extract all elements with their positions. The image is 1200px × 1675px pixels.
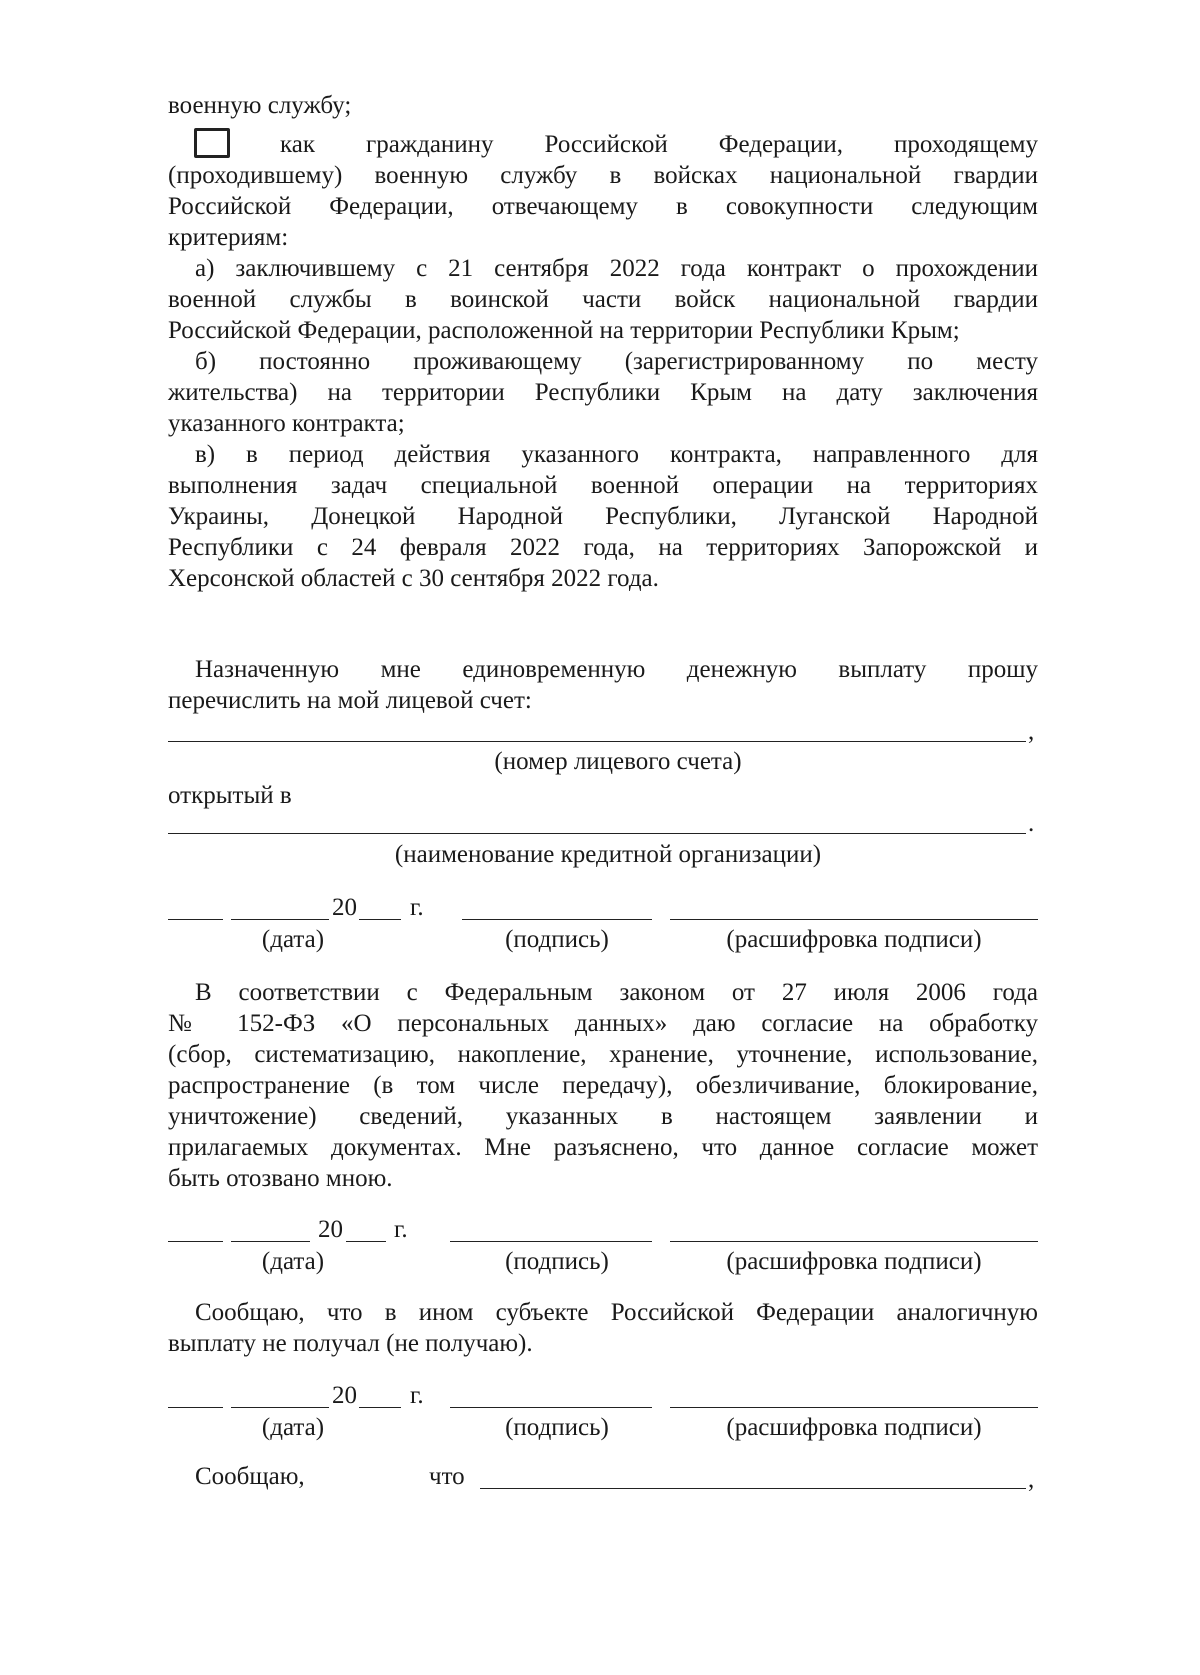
option-checkbox[interactable] <box>194 128 230 158</box>
month-line[interactable] <box>231 1241 310 1242</box>
criterion-c-line: в) в период действия указанного контракта, направленного для <box>195 441 1038 468</box>
year-line[interactable] <box>359 919 401 920</box>
decoding-caption: (расшифровка подписи) <box>726 1248 982 1275</box>
not-received-first-line: Сообщаю, что в ином субъекте Российской Федерации аналогичную <box>195 1299 1038 1326</box>
criterion-b-last-line: указанного контракта; <box>168 410 405 437</box>
option-line: Российской Федерации, отвечающему в совокупности следующим <box>168 193 1038 220</box>
opened-in-label: открытый в <box>168 782 292 809</box>
date-caption: (дата) <box>261 926 325 953</box>
signature-caption: (подпись) <box>505 1248 609 1275</box>
account-comma: , <box>1028 718 1035 745</box>
signature-line[interactable] <box>462 919 652 920</box>
payment-second-line: перечислить на мой лицевой счет: <box>168 687 532 714</box>
criterion-c-line: Республики с 24 февраля 2022 года, на территориях Запорожской и <box>168 534 1038 561</box>
consent-line: уничтожение) сведений, указанных в настоящем заявлении и <box>168 1103 1038 1130</box>
decoding-line[interactable] <box>670 1407 1038 1408</box>
option-line: (проходившему) военную службу в войсках национальной гвардии <box>168 162 1038 189</box>
decoding-caption: (расшифровка подписи) <box>726 926 982 953</box>
not-received-second-line: выплату не получал (не получаю). <box>168 1330 533 1357</box>
consent-line: прилагаемых документах. Мне разъяснено, что данное согласие может <box>168 1134 1038 1161</box>
final-comma: , <box>1028 1466 1035 1493</box>
year-prefix: 20 <box>332 1382 357 1409</box>
option-word: как <box>280 131 316 158</box>
criterion-c-line: выполнения задач специальной военной операции на территориях <box>168 472 1038 499</box>
year-line[interactable] <box>359 1407 401 1408</box>
option-word: Федерации, <box>718 131 844 158</box>
criterion-b-line: жительства) на территории Республики Крым на дату заключения <box>168 379 1038 406</box>
year-suffix: г. <box>394 1216 408 1243</box>
criterion-b-line: б) постоянно проживающему (зарегистрированному по месту <box>195 348 1038 375</box>
criterion-c-last-line: Херсонской областей с 30 сентября 2022 года. <box>168 565 659 592</box>
date-caption: (дата) <box>261 1248 325 1275</box>
year-prefix: 20 <box>318 1216 343 1243</box>
month-line[interactable] <box>231 919 329 920</box>
signature-caption: (подпись) <box>505 1414 609 1441</box>
signature-caption: (подпись) <box>505 926 609 953</box>
day-line[interactable] <box>168 919 223 920</box>
signature-line[interactable] <box>450 1407 652 1408</box>
final-word-1: Сообщаю, <box>195 1463 305 1490</box>
decoding-line[interactable] <box>670 919 1038 920</box>
payment-first-line: Назначенную мне единовременную денежную выплату прошу <box>195 656 1038 683</box>
criterion-a-last-line: Российской Федерации, расположенной на территории Республики Крым; <box>168 317 960 344</box>
date-caption: (дата) <box>261 1414 325 1441</box>
criterion-c-line: Украины, Донецкой Народной Республики, Луганской Народной <box>168 503 1038 530</box>
consent-line: В соответствии с Федеральным законом от 27 июля 2006 года <box>195 979 1038 1006</box>
consent-line: № 152-ФЗ «О персональных данных» даю согласие на обработку <box>168 1010 1038 1037</box>
bank-period: . <box>1028 810 1035 837</box>
consent-line: распространение (в том числе передачу), обезличивание, блокирование, <box>168 1072 1038 1099</box>
year-prefix: 20 <box>332 894 357 921</box>
consent-line: (сбор, систематизацию, накопление, хранение, уточнение, использование, <box>168 1041 1038 1068</box>
criterion-a-line: военной службы в воинской части войск национальной гвардии <box>168 286 1038 313</box>
year-suffix: г. <box>410 894 424 921</box>
final-word-2: что <box>429 1463 465 1490</box>
bank-name-line[interactable] <box>168 833 1026 834</box>
bank-caption: (наименование кредитной организации) <box>394 841 822 868</box>
criterion-a-line: а) заключившему с 21 сентября 2022 года контракт о прохождении <box>195 255 1038 282</box>
signature-line[interactable] <box>450 1241 652 1242</box>
option-word: проходящему <box>894 131 1038 158</box>
day-line[interactable] <box>168 1241 223 1242</box>
option-word: Российской <box>544 131 668 158</box>
decoding-caption: (расшифровка подписи) <box>726 1414 982 1441</box>
account-caption: (номер лицевого счета) <box>494 748 742 775</box>
year-line[interactable] <box>346 1241 386 1242</box>
option-last-line: критериям: <box>168 224 289 251</box>
intro-tail: военную службу; <box>168 92 352 119</box>
consent-last-line: быть отозвано мною. <box>168 1165 393 1192</box>
day-line[interactable] <box>168 1407 223 1408</box>
month-line[interactable] <box>231 1407 329 1408</box>
account-number-line[interactable] <box>168 741 1026 742</box>
option-word: гражданину <box>365 131 494 158</box>
option-first-line <box>280 129 1038 160</box>
year-suffix: г. <box>410 1382 424 1409</box>
final-fill-line[interactable] <box>480 1488 1026 1489</box>
decoding-line[interactable] <box>670 1241 1038 1242</box>
